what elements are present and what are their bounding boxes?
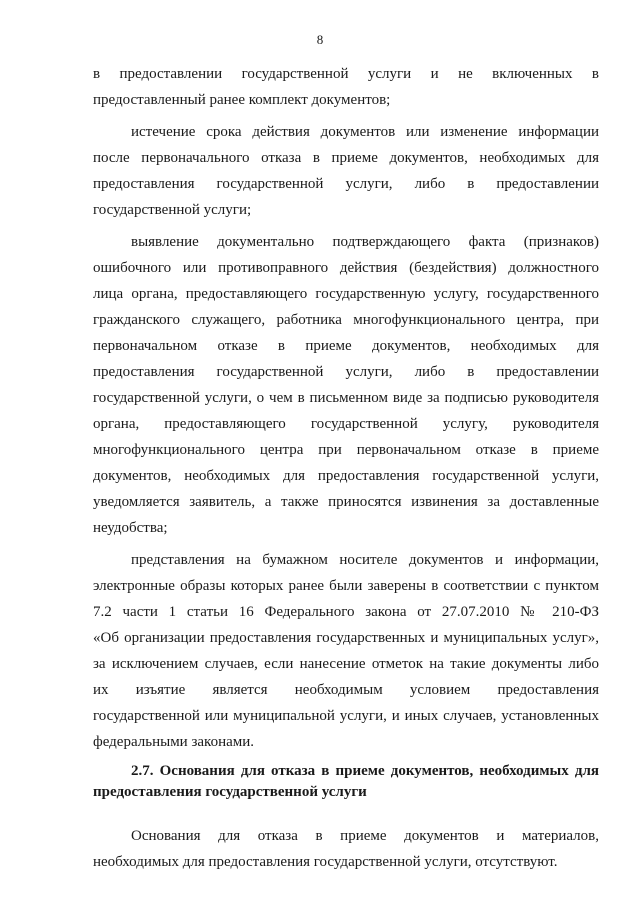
text-line: государственной или муниципальной услуги, и иных случаев, установленных (93, 708, 599, 724)
text-line: ошибочного или противоправного действия (бездействия) должностного (93, 260, 599, 276)
page-number: 8 (316, 32, 324, 47)
text-line: в предоставлении государственной услуги и не включенных в (93, 66, 599, 82)
text-line: представления на бумажном носителе документов и информации, (131, 552, 599, 568)
text-line: необходимых для предоставления государственной услуги, отсутствуют. (93, 854, 558, 870)
paragraph-violation (93, 229, 599, 541)
text-line: электронные образы которых ранее были заверены в соответствии с пунктом (93, 578, 599, 594)
text-line: органа, предоставляющего государственной услугу, руководителя (93, 416, 599, 432)
text-line: «Об организации предоставления государственных и муниципальных услуг», (93, 630, 599, 646)
text-line: 7.2 части 1 статьи 16 Федерального закона от 27.07.2010 № 210-ФЗ (93, 604, 599, 620)
text-line: государственной услуги, о чем в письменном виде за подписью руководителя (93, 390, 599, 406)
heading-line: 2.7. Основания для отказа в приеме документов, необходимых для (131, 763, 599, 779)
text-line: многофункционального центра при первоначальном отказе в приеме (93, 442, 599, 458)
text-line: их изъятие является необходимым условием предоставления (93, 682, 599, 698)
text-line: за исключением случаев, если нанесение отметок на такие документы либо (93, 656, 599, 672)
text-line: выявление документально подтверждающего факта (признаков) (131, 234, 599, 250)
text-line: гражданского служащего, работника многофункционального центра, при (93, 312, 599, 328)
paragraph-paper-submission (93, 547, 599, 755)
text-line: предоставленный ранее комплект документов; (93, 92, 391, 108)
text-line: предоставления государственной услуги, либо в предоставлении (93, 364, 599, 380)
text-line: лица органа, предоставляющего государственную услугу, государственного (93, 286, 599, 302)
text-line: предоставления государственной услуги, либо в предоставлении (93, 176, 599, 192)
text-line: после первоначального отказа в приеме документов, необходимых для (93, 150, 599, 166)
text-line: федеральными законами. (93, 734, 255, 750)
paragraph-no-grounds (93, 823, 599, 875)
text-line: неудобства; (93, 520, 168, 536)
text-line: Основания для отказа в приеме документов и материалов, (131, 828, 599, 844)
page-body (93, 61, 599, 875)
text-line: уведомляется заявитель, а также приносятся извинения за доставленные (93, 494, 599, 510)
paragraph-expiry (93, 119, 599, 223)
text-line: первоначальном отказе в приеме документов, необходимых для (93, 338, 599, 354)
section-heading (93, 761, 599, 803)
paragraph-continuation (93, 61, 599, 113)
heading-line: предоставления государственной услуги (93, 784, 367, 800)
text-line: государственной услуги; (93, 202, 252, 218)
text-line: истечение срока действия документов или изменение информации (131, 124, 599, 140)
text-line: документов, необходимых для предоставления государственной услуги, (93, 468, 599, 484)
